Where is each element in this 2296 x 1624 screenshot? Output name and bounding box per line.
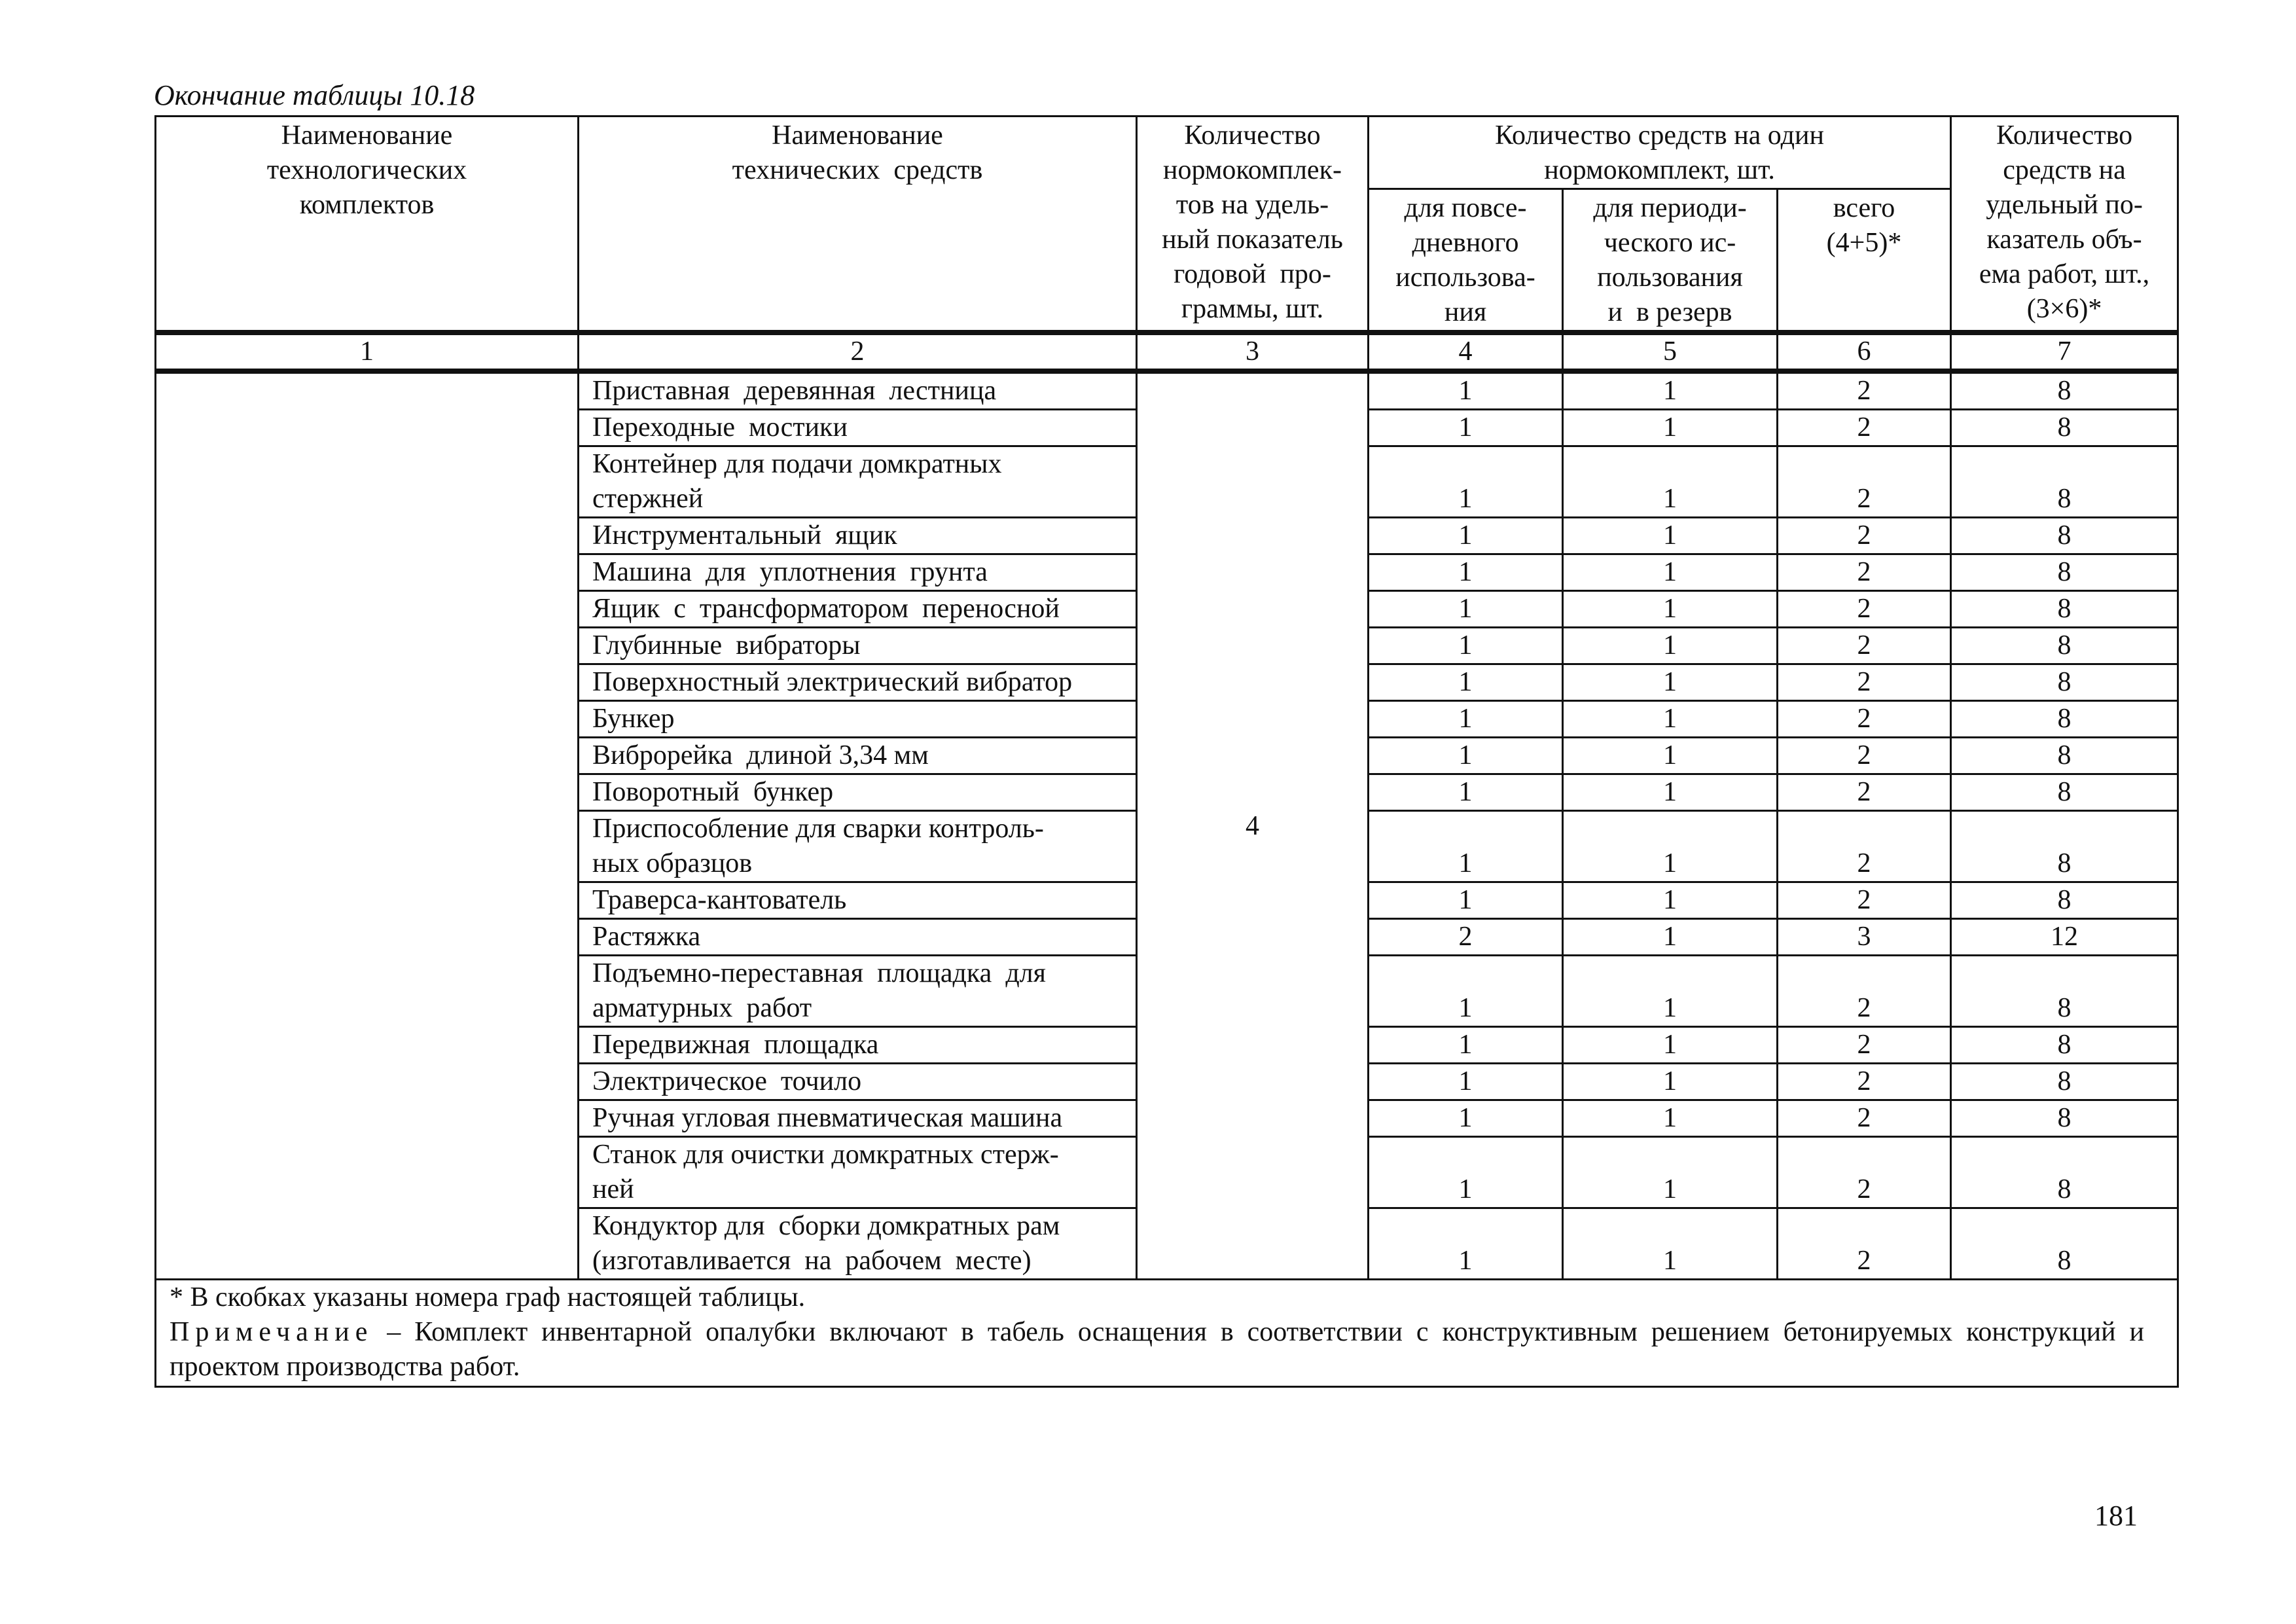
daily-use-qty: 1 [1369, 956, 1563, 1027]
header-total: всего (4+5)* [1778, 189, 1951, 333]
periodic-use-qty: 1 [1563, 1064, 1778, 1100]
total-qty: 2 [1778, 628, 1951, 664]
column-number: 2 [579, 333, 1137, 371]
page-number: 181 [2094, 1500, 2138, 1532]
equipment-name: Глубинные вибраторы [579, 628, 1137, 664]
daily-use-qty: 1 [1369, 811, 1563, 882]
equipment-name: Растяжка [579, 919, 1137, 956]
column-number-row [156, 333, 2178, 371]
total-qty: 2 [1778, 518, 1951, 554]
unit-qty: 8 [1951, 371, 2178, 410]
table-notes [156, 1280, 2178, 1387]
periodic-use-qty: 1 [1563, 410, 1778, 446]
periodic-use-qty: 1 [1563, 1208, 1778, 1280]
table-row [156, 371, 2178, 410]
column-number: 5 [1563, 333, 1778, 371]
periodic-use-qty: 1 [1563, 738, 1778, 774]
equipment-name: Машина для уплотнения грунта [579, 554, 1137, 591]
total-qty: 2 [1778, 664, 1951, 701]
periodic-use-qty: 1 [1563, 956, 1778, 1027]
equipment-name: Ящик с трансформатором переносной [579, 591, 1137, 628]
daily-use-qty: 1 [1369, 882, 1563, 919]
header-tech-sets: Наименование технологических комплектов [156, 117, 579, 333]
periodic-use-qty: 1 [1563, 664, 1778, 701]
unit-qty: 8 [1951, 410, 2178, 446]
periodic-use-qty: 1 [1563, 591, 1778, 628]
periodic-use-qty: 1 [1563, 811, 1778, 882]
tech-set-name [156, 371, 579, 1280]
periodic-use-qty: 1 [1563, 446, 1778, 518]
periodic-use-qty: 1 [1563, 371, 1778, 410]
column-number: 6 [1778, 333, 1951, 371]
daily-use-qty: 1 [1369, 1208, 1563, 1280]
note-paragraph [170, 1315, 2144, 1384]
total-qty: 2 [1778, 410, 1951, 446]
unit-qty: 8 [1951, 1100, 2178, 1137]
unit-qty: 8 [1951, 882, 2178, 919]
daily-use-qty: 1 [1369, 774, 1563, 811]
total-qty: 2 [1778, 774, 1951, 811]
periodic-use-qty: 1 [1563, 518, 1778, 554]
total-qty: 2 [1778, 446, 1951, 518]
equipment-name: Переходные мостики [579, 410, 1137, 446]
total-qty: 2 [1778, 882, 1951, 919]
unit-qty: 8 [1951, 1208, 2178, 1280]
equipment-name: Приспособление для сварки контроль- ных образцов [579, 811, 1137, 882]
column-number: 3 [1137, 333, 1369, 371]
daily-use-qty: 1 [1369, 1064, 1563, 1100]
unit-qty: 8 [1951, 956, 2178, 1027]
unit-qty: 12 [1951, 919, 2178, 956]
periodic-use-qty: 1 [1563, 919, 1778, 956]
header-norm-count: Количество нормокомплек- тов на удель- ный показатель годовой про- граммы, шт. [1137, 117, 1369, 333]
daily-use-qty: 1 [1369, 446, 1563, 518]
daily-use-qty: 1 [1369, 518, 1563, 554]
periodic-use-qty: 1 [1563, 628, 1778, 664]
equipment-name: Передвижная площадка [579, 1027, 1137, 1064]
daily-use-qty: 1 [1369, 701, 1563, 738]
unit-qty: 8 [1951, 554, 2178, 591]
equipment-name: Поворотный бункер [579, 774, 1137, 811]
total-qty: 2 [1778, 738, 1951, 774]
periodic-use-qty: 1 [1563, 1027, 1778, 1064]
daily-use-qty: 1 [1369, 1137, 1563, 1208]
daily-use-qty: 1 [1369, 664, 1563, 701]
equipment-name: Электрическое точило [579, 1064, 1137, 1100]
equipment-name: Ручная угловая пневматическая машина [579, 1100, 1137, 1137]
header-periodic-use: для периоди- ческого ис- пользования и в резерв [1563, 189, 1778, 333]
unit-qty: 8 [1951, 664, 2178, 701]
total-qty: 2 [1778, 701, 1951, 738]
header-daily-use: для повсе- дневного использова- ния [1369, 189, 1563, 333]
unit-qty: 8 [1951, 1027, 2178, 1064]
daily-use-qty: 1 [1369, 1100, 1563, 1137]
header-qty-per-set: Количество средств на один нормокомплект, шт. [1369, 117, 1951, 189]
column-number: 7 [1951, 333, 2178, 371]
total-qty: 2 [1778, 1027, 1951, 1064]
unit-qty: 8 [1951, 811, 2178, 882]
daily-use-qty: 1 [1369, 371, 1563, 410]
equipment-name: Подъемно-переставная площадка для арматурных работ [579, 956, 1137, 1027]
periodic-use-qty: 1 [1563, 1137, 1778, 1208]
header-qty-per-unit: Количество средств на удельный по- казатель объ- ема работ, шт., (3×6)* [1951, 117, 2178, 333]
total-qty: 2 [1778, 371, 1951, 410]
periodic-use-qty: 1 [1563, 774, 1778, 811]
total-qty: 3 [1778, 919, 1951, 956]
equipment-name: Бункер [579, 701, 1137, 738]
equipment-name: Кондуктор для сборки домкратных рам (изготавливается на рабочем месте) [579, 1208, 1137, 1280]
daily-use-qty: 1 [1369, 591, 1563, 628]
total-qty: 2 [1778, 956, 1951, 1027]
note-label: Примечание [170, 1317, 374, 1347]
daily-use-qty: 1 [1369, 628, 1563, 664]
equipment-name: Виброрейка длиной 3,34 мм [579, 738, 1137, 774]
equipment-table [154, 115, 2179, 1388]
daily-use-qty: 1 [1369, 410, 1563, 446]
header-tech-means: Наименование технических средств [579, 117, 1137, 333]
equipment-name: Инструментальный ящик [579, 518, 1137, 554]
daily-use-qty: 1 [1369, 1027, 1563, 1064]
column-number: 1 [156, 333, 579, 371]
unit-qty: 8 [1951, 591, 2178, 628]
total-qty: 2 [1778, 1137, 1951, 1208]
unit-qty: 8 [1951, 518, 2178, 554]
periodic-use-qty: 1 [1563, 882, 1778, 919]
total-qty: 2 [1778, 1064, 1951, 1100]
periodic-use-qty: 1 [1563, 1100, 1778, 1137]
column-number: 4 [1369, 333, 1563, 371]
total-qty: 2 [1778, 1208, 1951, 1280]
unit-qty: 8 [1951, 446, 2178, 518]
unit-qty: 8 [1951, 738, 2178, 774]
unit-qty: 8 [1951, 1137, 2178, 1208]
unit-qty: 8 [1951, 1064, 2178, 1100]
daily-use-qty: 1 [1369, 738, 1563, 774]
note-text: – Комплект инвентарной опалубки включают в табель оснащения в соответствии с конструктивным решением бетонируемых конструкций и проектом производства работ. [170, 1317, 2145, 1382]
equipment-name: Станок для очистки домкратных стерж- ней [579, 1137, 1137, 1208]
total-qty: 2 [1778, 811, 1951, 882]
equipment-name: Траверса-кантователь [579, 882, 1137, 919]
daily-use-qty: 2 [1369, 919, 1563, 956]
total-qty: 2 [1778, 591, 1951, 628]
table-caption: Окончание таблицы 10.18 [154, 79, 475, 111]
periodic-use-qty: 1 [1563, 554, 1778, 591]
periodic-use-qty: 1 [1563, 701, 1778, 738]
unit-qty: 8 [1951, 774, 2178, 811]
equipment-name: Контейнер для подачи домкратных стержней [579, 446, 1137, 518]
footnote: * В скобках указаны номера граф настоящей таблицы. [170, 1282, 806, 1312]
norm-count-value: 4 [1137, 371, 1369, 1280]
equipment-name: Поверхностный электрический вибратор [579, 664, 1137, 701]
total-qty: 2 [1778, 554, 1951, 591]
total-qty: 2 [1778, 1100, 1951, 1137]
unit-qty: 8 [1951, 701, 2178, 738]
daily-use-qty: 1 [1369, 554, 1563, 591]
unit-qty: 8 [1951, 628, 2178, 664]
equipment-name: Приставная деревянная лестница [579, 371, 1137, 410]
